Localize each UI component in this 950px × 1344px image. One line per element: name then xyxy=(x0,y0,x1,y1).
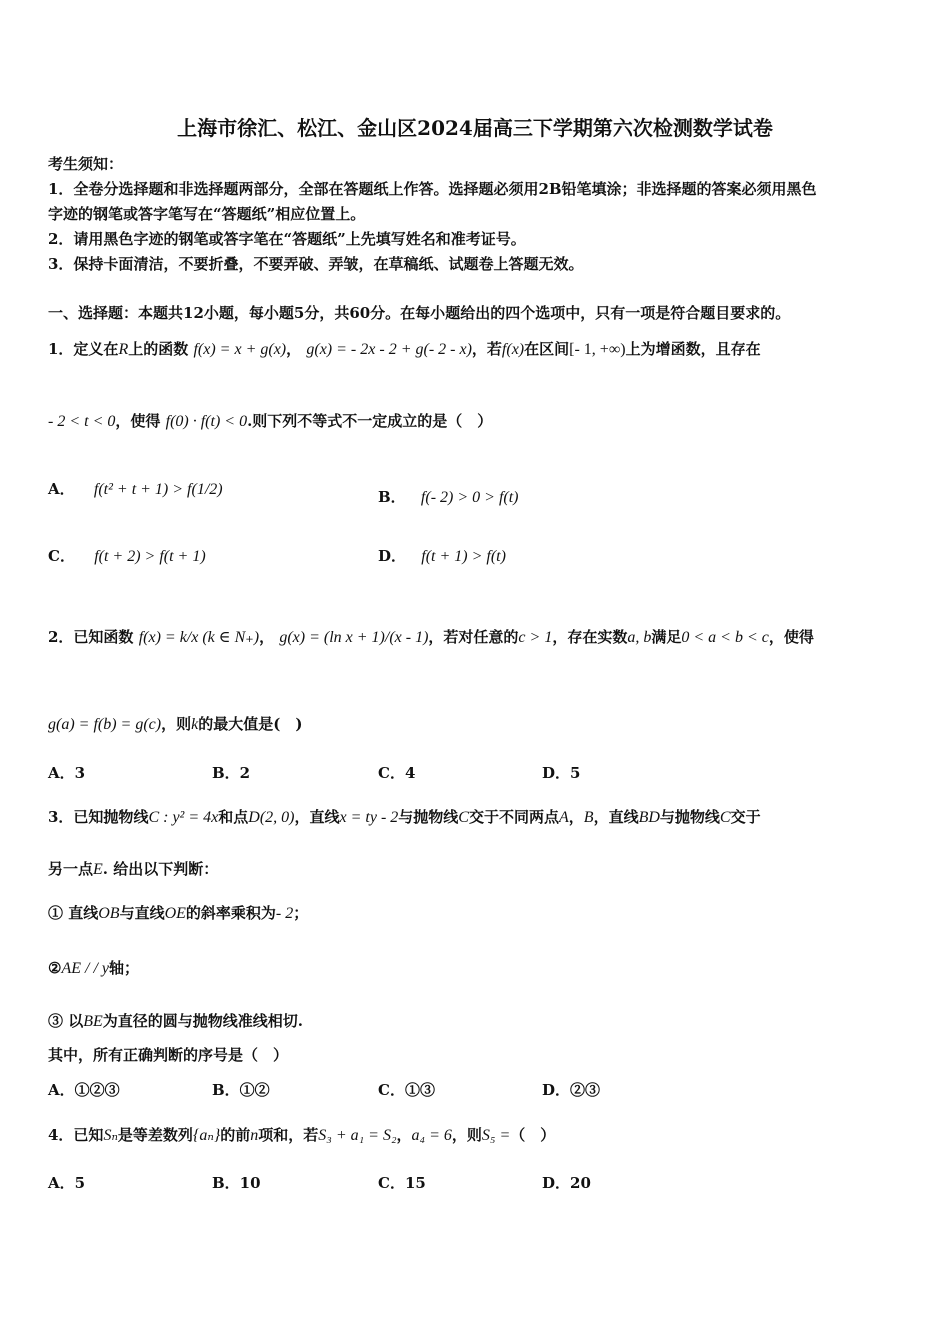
section-heading: 一、选择题：本题共12小题，每小题5分，共60分。在每小题给出的四个选项中，只有一项是符合题目要求的。 xyxy=(48,304,791,322)
option-label: B． xyxy=(378,488,406,506)
q1-text: 上的函数 xyxy=(128,340,189,358)
q3-judgement-1 xyxy=(48,902,308,923)
option-label: D． xyxy=(378,547,407,565)
q2-math: g(x) = (ln x + 1)/(x - 1) xyxy=(279,629,429,646)
q1-math: f(x) = x + g(x) xyxy=(193,341,287,358)
q2-math: a, b xyxy=(627,629,652,646)
q3-text: . 给出以下判断： xyxy=(102,860,219,878)
q3-option-a[interactable]: A．①②③ xyxy=(48,1081,120,1099)
q3-text: 为直径的圆与抛物线准线相切. xyxy=(102,1012,304,1030)
q3-math: B xyxy=(583,809,594,826)
notice-item: 2．请用黑色字迹的钢笔或答字笔在“答题纸”上先填写姓名和准考证号。 xyxy=(48,230,526,248)
q3-math: OE xyxy=(164,905,186,922)
q3-math: BE xyxy=(83,1013,103,1030)
q1-text: ， xyxy=(286,340,302,358)
q1-math: g(x) = - 2x - 2 + g(- 2 - x) xyxy=(306,341,472,358)
q3-text: ； xyxy=(293,904,309,922)
q1-math: R xyxy=(118,341,129,358)
q4-math: S₅ = xyxy=(481,1127,511,1144)
q1-math: f(x) xyxy=(501,341,525,358)
option-label: A． xyxy=(48,480,75,498)
q2-text: ，若对任意的 xyxy=(428,628,519,646)
question-4-line-1 xyxy=(48,1124,555,1145)
q4-option-c[interactable]: C．15 xyxy=(378,1174,426,1192)
option-label: C． xyxy=(48,547,75,565)
q3-math: E xyxy=(93,861,103,878)
q2-text: ，则 xyxy=(161,715,192,733)
q4-text: ， xyxy=(396,1126,412,1144)
q3-option-c[interactable]: C．①③ xyxy=(378,1081,435,1099)
q1-option-d[interactable] xyxy=(378,545,506,566)
q2-option-a[interactable]: A．3 xyxy=(48,764,86,782)
option-math: f(t² + t + 1) > f(1/2) xyxy=(93,481,223,498)
question-1-line-1 xyxy=(48,338,761,359)
q3-text: 与抛物线 xyxy=(659,808,720,826)
q4-math: a₄ = 6 xyxy=(411,1127,452,1144)
q4-math: Sₙ xyxy=(103,1127,118,1144)
q3-text: ③ 以 xyxy=(48,1012,84,1030)
q2-math: k xyxy=(191,716,199,733)
option-math: f(t + 1) > f(t) xyxy=(421,548,506,565)
q2-text: ，使得 xyxy=(768,628,814,646)
q2-math: f(x) = k/x (k ∈ N₊) xyxy=(138,629,260,646)
q1-math: - 2 < t < 0 xyxy=(48,413,116,430)
q4-math: S₃ + a₁ = S₂ xyxy=(318,1127,397,1144)
option-math: f(- 2) > 0 > f(t) xyxy=(420,489,519,506)
notice-item: 字迹的钢笔或答字笔写在“答题纸”相应位置上。 xyxy=(48,205,366,223)
q2-math: g(a) = f(b) = g(c) xyxy=(48,716,162,733)
q3-math: D(2, 0) xyxy=(248,809,295,826)
q3-text: 交于不同两点 xyxy=(468,808,559,826)
q4-option-d[interactable]: D．20 xyxy=(542,1174,591,1192)
q4-option-a[interactable]: A．5 xyxy=(48,1174,86,1192)
q1-text: 1．定义在 xyxy=(48,340,119,358)
q3-text: 和点 xyxy=(218,808,249,826)
q4-option-b[interactable]: B．10 xyxy=(212,1174,261,1192)
q2-text: ，存在实数 xyxy=(552,628,628,646)
q4-text: 项和，若 xyxy=(258,1126,319,1144)
q3-text: ① 直线 xyxy=(48,904,99,922)
q1-text: ，使得 xyxy=(115,412,161,430)
q3-text: ② xyxy=(48,959,62,977)
q4-text: 4．已知 xyxy=(48,1126,104,1144)
q2-option-c[interactable]: C．4 xyxy=(378,764,416,782)
q1-text: 上为增函数，且存在 xyxy=(625,340,761,358)
q3-text: ，直线 xyxy=(294,808,340,826)
q3-math: BD xyxy=(638,809,660,826)
q4-text: ，则 xyxy=(451,1126,482,1144)
q3-option-d[interactable]: D．②③ xyxy=(542,1081,601,1099)
q2-math: 0 < a < b < c xyxy=(681,629,769,646)
q3-judgement-3 xyxy=(48,1010,303,1031)
option-math: f(t + 2) > f(t + 1) xyxy=(94,548,206,565)
q3-math: A xyxy=(558,809,569,826)
q2-math: c > 1 xyxy=(518,629,553,646)
question-3-line-1 xyxy=(48,806,761,827)
q3-math: - 2 xyxy=(275,905,294,922)
q3-option-b[interactable]: B．①② xyxy=(212,1081,270,1099)
q2-text: 的最大值是( ) xyxy=(198,715,303,733)
q3-text: 的斜率乘积为 xyxy=(185,904,276,922)
q3-text: 与抛物线 xyxy=(398,808,459,826)
question-2-line-2 xyxy=(48,713,302,734)
q1-math: f(0) · f(t) < 0 xyxy=(165,413,248,430)
q2-text: 满足 xyxy=(651,628,682,646)
q3-text: ， xyxy=(568,808,584,826)
notice-item: 3．保持卡面清洁，不要折叠，不要弄破、弄皱，在草稿纸、试题卷上答题无效。 xyxy=(48,255,584,273)
q1-option-b[interactable] xyxy=(378,486,519,507)
q3-text: 与直线 xyxy=(119,904,165,922)
q3-judgement-2 xyxy=(48,957,139,978)
q3-text: 另一点 xyxy=(48,860,94,878)
q4-text: （ ） xyxy=(510,1126,556,1144)
q4-text: 是等差数列 xyxy=(117,1126,193,1144)
q3-text: ，直线 xyxy=(593,808,639,826)
q3-text: 交于 xyxy=(730,808,761,826)
q3-math: AE / / y xyxy=(61,960,109,977)
q1-text: 在区间 xyxy=(524,340,570,358)
q4-text: 的前 xyxy=(220,1126,251,1144)
q3-text: 轴； xyxy=(109,959,140,977)
q1-option-c[interactable] xyxy=(48,545,206,566)
q3-math: x = ty - 2 xyxy=(339,809,399,826)
q1-option-a[interactable] xyxy=(48,478,223,499)
question-2-line-1 xyxy=(48,626,814,647)
q3-ask: 其中，所有正确判断的序号是（ ） xyxy=(48,1046,289,1064)
q2-text: 2．已知函数 xyxy=(48,628,134,646)
q2-option-d[interactable]: D．5 xyxy=(542,764,581,782)
q4-math: n xyxy=(250,1127,259,1144)
page-title: 上海市徐汇、松江、金山区2024届高三下学期第六次检测数学试卷 xyxy=(177,116,773,140)
q4-math: {aₙ} xyxy=(192,1127,221,1144)
notice-heading: 考生须知： xyxy=(48,155,124,173)
q3-math: C : y² = 4x xyxy=(148,809,219,826)
question-1-line-2 xyxy=(48,410,492,431)
q1-math: [- 1, +∞) xyxy=(569,341,626,358)
notice-item: 1．全卷分选择题和非选择题两部分，全部在答题纸上作答。选择题必须用2B铅笔填涂；非选择题的答案必须用黑色 xyxy=(48,180,817,198)
q3-math: OB xyxy=(98,905,120,922)
q1-text: ，若 xyxy=(471,340,502,358)
q3-math: C xyxy=(719,809,731,826)
q2-option-b[interactable]: B．2 xyxy=(212,764,251,782)
q3-math: C xyxy=(458,809,469,826)
question-3-line-2 xyxy=(48,858,218,879)
q3-text: 3．已知抛物线 xyxy=(48,808,149,826)
q1-text: .则下列不等式不一定成立的是（ ） xyxy=(247,412,493,430)
q2-text: ， xyxy=(259,628,275,646)
